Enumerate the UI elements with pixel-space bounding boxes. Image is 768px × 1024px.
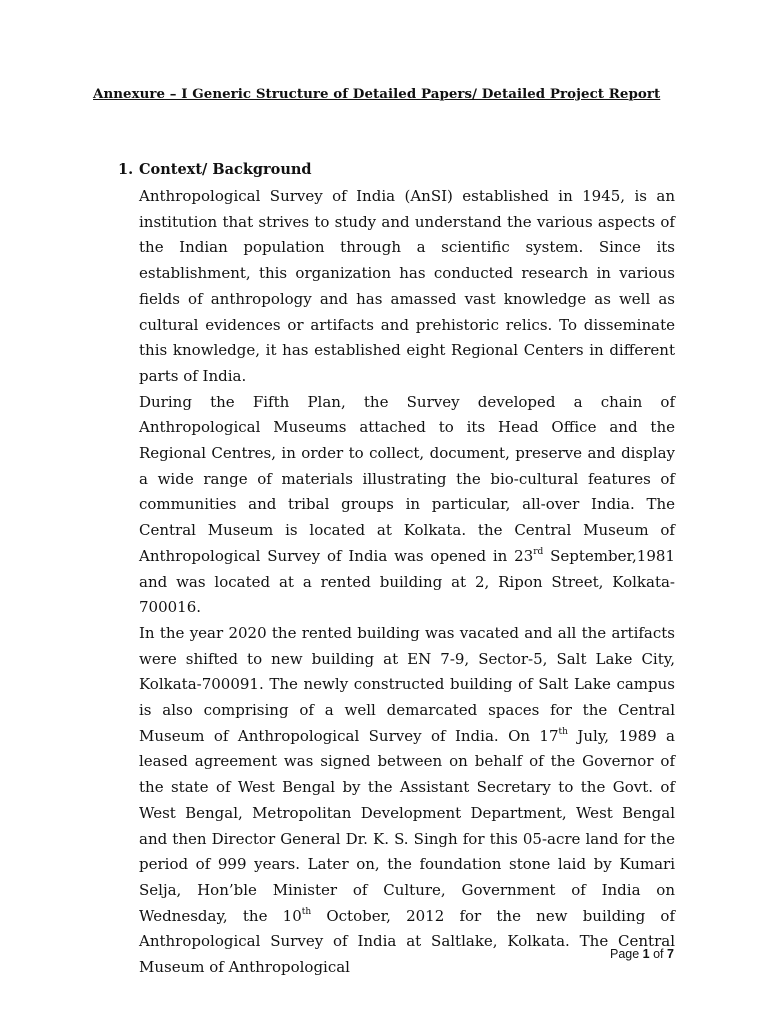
paragraph-2-text-a: During the Fifth Plan, the Survey developed a chain of Anthropological Museums attached to its Head Office and the Regional Centres, in order to collect, document, preserve and display a wide range of materials illustrating the bio-cultural features of communities and tribal groups in particular, all-over India. The Central Museum is located at Kolkata. the Central Museum of Anthropological Survey of India was opened in 23: [139, 392, 675, 565]
paragraph-1: Anthropological Survey of India (AnSI) established in 1945, is an institution that strives to study and understand the various aspects of the Indian population through a scientific system. Since its establishment, this organization has conducted research in various fields of anthropology and has amassed vast knowledge as well as cultural evidences or artifacts and prehistoric relics. To disseminate this knowledge, it has established eight Regional Centers in different parts of India.: [139, 187, 675, 385]
paragraph-3-text-c: October, 2012 for the new building of Anthropological Survey of India at Saltlake, Kolkata. The Central Museum of Anthropological: [139, 906, 675, 977]
ordinal-suffix: th: [301, 906, 312, 917]
paragraph-2: [139, 390, 675, 621]
annexure-title: Annexure – I Generic Structure of Detailed Papers/ Detailed Project Report: [93, 86, 661, 102]
section-number: 1.: [118, 161, 134, 178]
paragraph-2-text-b: September,1981 and was located at a rented building at 2, Ripon Street, Kolkata-700016.: [139, 546, 675, 617]
section-heading: [118, 161, 312, 178]
paragraph-3: [139, 621, 675, 981]
of-label: of: [649, 947, 667, 961]
body-text: [139, 184, 675, 981]
paragraph-3-text-b: July, 1989 a leased agreement was signed between on behalf of the Governor of the state of West Bengal by the Assistant Secretary to the Govt. of West Bengal, Metropolitan Development Department, West Bengal and then Director General Dr. K. S. Singh for this 05-acre land for the period of 999 years. Later on, the foundation stone laid by Kumari Selja, Hon’ble Minister of Culture, Government of India on Wednesday, the 10: [139, 726, 675, 925]
total-page-count: 7: [667, 947, 674, 961]
page-label: Page: [610, 947, 643, 961]
section-title: Context/ Background: [139, 161, 312, 178]
paragraph-3-text-a: In the year 2020 the rented building was vacated and all the artifacts were shifted to new building at EN 7-9, Sector-5, Salt Lake City, Kolkata-700091. The newly constructed building of Salt Lake campus is also comprising of a well demarcated spaces for the Central Museum of Anthropological Survey of India. On 17: [139, 623, 675, 745]
page-number-footer: [610, 947, 674, 961]
current-page-number: 1: [642, 947, 650, 961]
ordinal-suffix: th: [558, 726, 568, 737]
ordinal-suffix: rd: [533, 546, 544, 557]
